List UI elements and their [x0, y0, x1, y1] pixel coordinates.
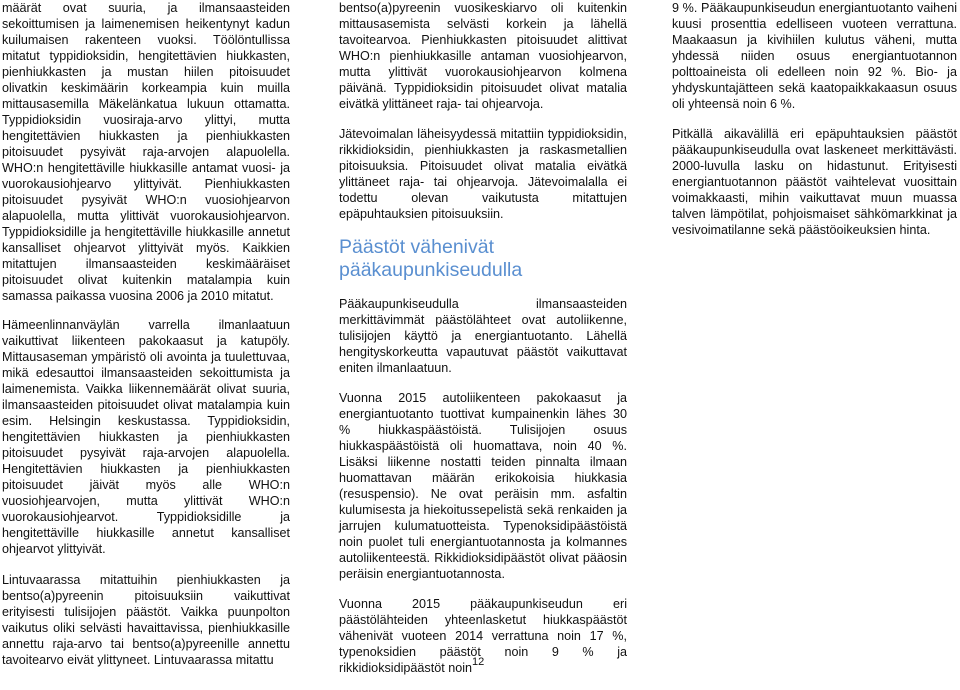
- paragraph: Vuonna 2015 autoliikenteen pakokaasut ja energiantuotanto tuottivat kumpainenkin lähes 30 % hiukkaspäästöistä. Tulisijojen osuus hiukkaspäästöistä oli huomattava, noin 40 %. Lisäksi liikenne nostatti teiden pinnalta ilmaan huomattavan määrän erikokoisia hiukkasia (resuspensio). Ne ovat peräisin mm. asfaltin kulumisesta ja hiekoitussepelistä sekä renkaiden ja jarrujen kulumatuotteista. Typenoksidipäästöistä noin puolet tuli energiantuotannosta ja kolmannes autoliikenteestä. Rikkidioksidipäästöt olivat pääosin peräisin energiantuotannosta.: [339, 391, 627, 581]
- paragraph: Vuonna 2015 pääkaupunkiseudun eri päästölähteiden yhteenlasketut hiukkaspäästöt vähenivät vuoteen 2014 verrattuna noin 17 %, typenoksidien päästöt noin 9 % ja rikkidioksidipäästöt noin: [339, 597, 627, 675]
- paragraph: Hämeenlinnanväylän varrella ilmanlaatuun vaikuttivat liikenteen pakokaasut ja katupöly. Mittausaseman ympäristö oli avointa ja tuulettuvaa, mikä edesauttoi ilmansaasteiden sekoittumista ja laimenemista. Vaikka liikennemäärät olivat suuria, ilmansaasteiden pitoisuudet olivat matalampia kuin esim. Helsingin keskustassa. Typpidioksidin, hengitettävien hiukkasten ja pienhiukkasten pitoisuudet pysyivät raja-arvojen alapuolella. Hengitettävien hiukkasten ja pienhiukkasten pitoisuudet jäivät myös alle WHO:n vuosiohjearvojen, mutta ylittivät WHO:n vuorokausiohjearvot. Typpidioksidille ja hengitettäville hiukkasille annetut kansalliset ohjearvot ylittyivät.: [2, 318, 290, 556]
- paragraph: Jätevoimalan läheisyydessä mitattiin typpidioksidin, rikkidioksidin, pienhiukkasten ja raskasmetallien pitoisuuksia. Pitoisuudet olivat matalia eivätkä ylittäneet raja- tai ohjearvoja. Jätevoimalalla ei todettu olevan vaikutusta mitattujen epäpuhtauksien pitoisuuksiin.: [339, 127, 627, 221]
- paragraph: määrät ovat suuria, ja ilmansaasteiden sekoittumisen ja laimenemisen heikentynyt kadun kuilumaisen rakenteen vuoksi. Töölöntullissa mitatut typpidioksidin, hengitettävien hiukkasten, pienhiukkasten ja mustan hiilen pitoisuudet olivatkin keskimäärin korkeampia kuin muilla mittausasemilla Mäkelänkatua lukuun ottamatta. Typpidioksidin vuosiraja-arvo ylittyi, mutta hengitettävien hiukkasten ja pienhiukkasten pitoisuudet pysyivät raja-arvojen alapuolella. WHO:n hengitettäville hiukkasille antamat vuosi- ja vuorokausiohjearvo ylittyivät. Pienhiukkasten pitoisuudet pysyivät WHO:n vuosiohjearvon alapuolella, mutta ylittivät vuorokausiohjearvon. Typpidioksidille ja hengitettäville hiukkasille annetut kansalliset ohjearvot ylittyivät myös. Kaikkien mitattujen ilmansaasteiden keskimääräiset pitoisuudet olivat kuitenkin matalampia kuin samassa paikassa vuosina 2006 ja 2010 mitatut.: [2, 1, 290, 303]
- page-number: 12: [472, 656, 485, 668]
- section-heading: Päästöt vähenivät pääkaupunkiseudulla: [339, 236, 523, 281]
- paragraph: Pitkällä aikavälillä eri epäpuhtauksien päästöt pääkaupunkiseudulla ovat laskeneet merkittävästi. 2000-luvulla lasku on hidastunut. Erityisesti energiantuotannon päästöt vaihtelevat vuosittain voimakkaasti, mihin vaikuttavat muun muassa talven lämpötilat, pohjoismaiset sähkömarkkinat ja vesivoimatilanne sekä päästöoikeuksien hinta.: [672, 127, 957, 237]
- paragraph: 9 %. Pääkaupunkiseudun energiantuotanto vaiheni kuusi prosenttia edelliseen vuoteen verrattuna. Maakaasun ja kivihiilen kulutus väheni, mutta yhdessä niiden osuus energiantuotannon polttoaineista oli edelleen noin 92 %. Bio- ja yhdyskuntajätteen sekä kaatopaikkakaasun osuus oli yhteensä noin 6 %.: [672, 1, 957, 111]
- text-column-right: [672, 0, 957, 252]
- paragraph: Lintuvaarassa mitattuihin pienhiukkasten ja bentso(a)pyreenin pitoisuuksiin vaikuttivat erityisesti tulisijojen päästöt. Vaikka puunpolton vaikutus oliki selvästi havaittavissa, pienhiukkasille annettu raja-arvo tai bentso(a)pyreenille annettu tavoitearvo eivät ylittyneet. Lintuvaarassa mitattu: [2, 573, 290, 667]
- text-column-middle: [339, 0, 627, 690]
- paragraph: Pääkaupunkiseudulla ilmansaasteiden merkittävimmät päästölähteet ovat autoliikenne, tulisijojen käyttö ja energiantuotanto. Lähellä hengityskorkeutta vapautuvat päästöt vaikuttavat eniten ilmanlaatuun.: [339, 297, 627, 375]
- paragraph: bentso(a)pyreenin vuosikeskiarvo oli kuitenkin mittausasemista selvästi korkein ja lähellä tavoitearvoa. Pienhiukkasten pitoisuudet alittivat WHO:n pienhiukkasille antaman vuosiohjearvon, mutta ylittivät vuorokausiohjearvon kolmena päivänä. Typpidioksidin pitoisuudet olivat matalia eivätkä ylittäneet raja- tai ohjearvoja.: [339, 1, 627, 111]
- text-column-left: [2, 0, 290, 681]
